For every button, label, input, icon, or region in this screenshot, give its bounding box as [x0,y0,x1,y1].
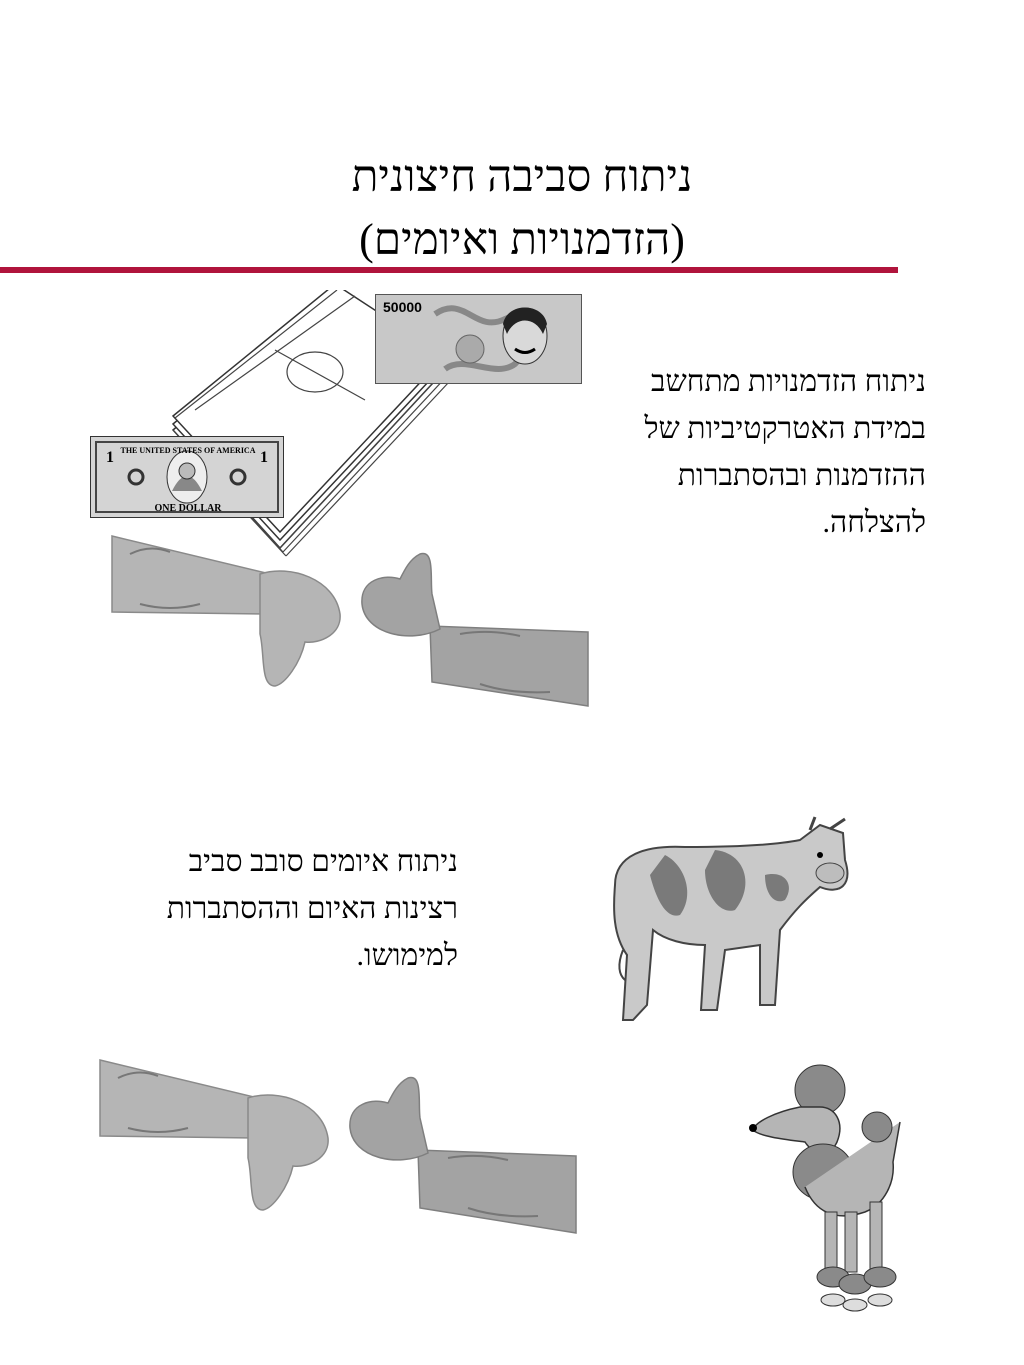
slide-title-line2: (הזדמנויות ואיומים) [359,215,685,264]
thumbs-down-up-icon [98,1058,578,1236]
opportunities-paragraph [644,358,926,546]
poodle-icon [745,1062,915,1312]
foreign-banknote-icon [375,294,582,384]
threats-line: למימושו. [356,939,458,972]
dollar-digit: 1 [260,449,268,466]
dollar-top-text: THE UNITED STATES OF AMERICA [120,446,256,455]
threats-line: ניתוח איומים סובב סביב [188,845,458,878]
dollar-bill-icon [90,436,284,518]
slide-title-line1: ניתוח סביבה חיצונית [351,152,693,201]
opportunities-line: ההזדמנות ובהסתברות [677,459,926,492]
title-divider [0,267,898,273]
cow-icon [605,815,860,1025]
thumbs-down-up-icon [110,534,590,709]
banknote-value: 50000 [383,299,422,315]
dollar-bottom-text: ONE DOLLAR [154,503,222,514]
dollar-digit: 1 [106,449,114,466]
opportunities-line: ניתוח הזדמנויות מתחשב [651,365,926,398]
threats-line: רצינות האיום וההסתברות [166,892,458,925]
opportunities-line: להצלחה. [822,506,926,539]
opportunities-line: במידת האטרקטיביות של [644,412,926,445]
threats-paragraph [167,838,458,979]
